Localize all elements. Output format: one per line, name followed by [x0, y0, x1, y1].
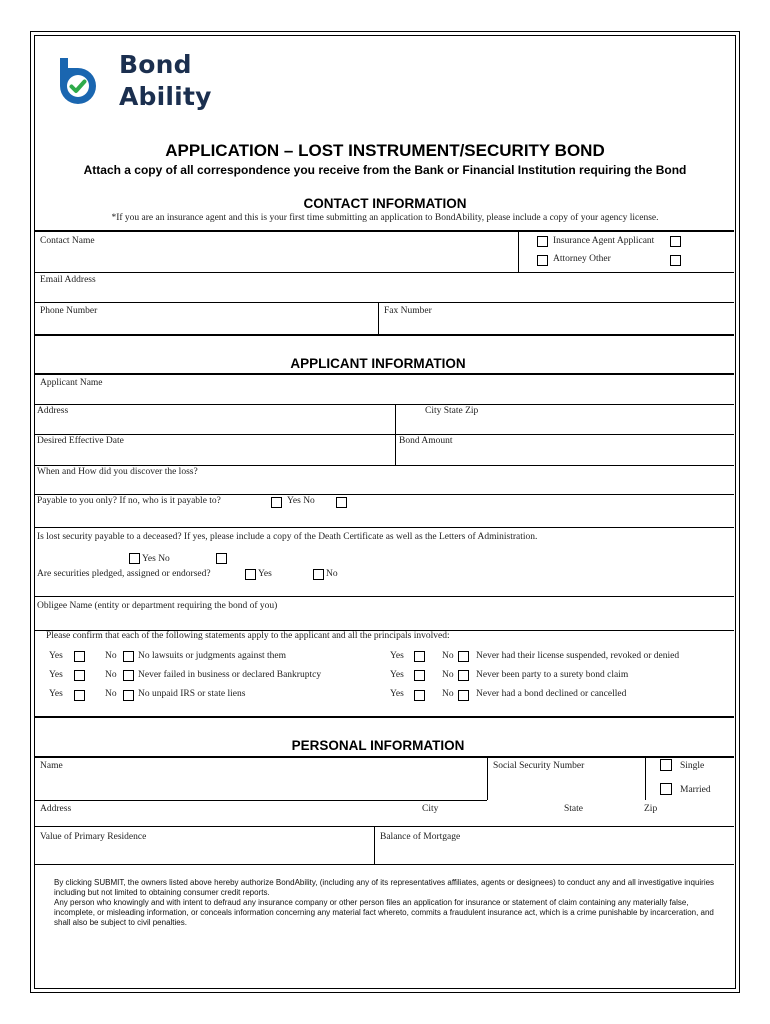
single-checkbox[interactable]	[660, 759, 672, 771]
payable-yesno-label: Yes No	[287, 496, 315, 506]
single-label: Single	[680, 761, 705, 771]
yes-label: Yes	[49, 651, 63, 661]
personal-address-field[interactable]: Address	[40, 804, 72, 814]
statement-text: No unpaid IRS or state liens	[138, 689, 246, 699]
mortgage-balance-field[interactable]: Balance of Mortgage	[380, 832, 461, 842]
personal-zip-field[interactable]: Zip	[644, 804, 658, 814]
statement-3-yes-checkbox[interactable]	[74, 690, 85, 701]
divider	[34, 272, 734, 273]
city-state-zip-field[interactable]: City State Zip	[425, 406, 479, 416]
statement-5-no-checkbox[interactable]	[458, 670, 469, 681]
phone-field[interactable]: Phone Number	[40, 306, 98, 316]
divider	[34, 373, 734, 375]
statement-text: No lawsuits or judgments against them	[138, 651, 287, 661]
divider	[34, 596, 734, 597]
obligee-name-field[interactable]: Obligee Name (entity or department requiring the bond of you)	[37, 601, 278, 611]
no-label: No	[442, 651, 454, 661]
email-field[interactable]: Email Address	[40, 275, 96, 285]
statement-6-no-checkbox[interactable]	[458, 690, 469, 701]
married-label: Married	[680, 785, 711, 795]
pledged-yes-label: Yes	[258, 569, 272, 579]
divider	[34, 404, 734, 405]
no-label: No	[105, 670, 117, 680]
applicant-section-title: APPLICANT INFORMATION	[290, 356, 466, 371]
statement-2-no-checkbox[interactable]	[123, 670, 134, 681]
inner-border	[34, 35, 736, 989]
personal-city-field[interactable]: City	[422, 804, 439, 814]
deceased-no-checkbox[interactable]	[216, 553, 227, 564]
statement-1-no-checkbox[interactable]	[123, 651, 134, 662]
other-checkbox[interactable]	[670, 255, 681, 266]
statement-4-no-checkbox[interactable]	[458, 651, 469, 662]
statement-text: Never failed in business or declared Bankruptcy	[138, 670, 322, 680]
deceased-yes-checkbox[interactable]	[129, 553, 140, 564]
divider	[374, 826, 375, 864]
no-label: No	[442, 670, 454, 680]
yes-label: Yes	[390, 651, 404, 661]
residence-value-field[interactable]: Value of Primary Residence	[40, 832, 147, 842]
yes-label: Yes	[390, 689, 404, 699]
deceased-question: Is lost security payable to a deceased? If yes, please include a copy of the Death Certificate as well as the Letters of Administration.	[37, 532, 538, 542]
divider	[487, 757, 488, 800]
effective-date-field[interactable]: Desired Effective Date	[37, 436, 124, 446]
bond-amount-field[interactable]: Bond Amount	[399, 436, 453, 446]
statement-text: Never had their license suspended, revoked or denied	[476, 651, 680, 661]
statement-4-yes-checkbox[interactable]	[414, 651, 425, 662]
divider	[518, 232, 519, 272]
logo-text-bond: Bond	[119, 50, 192, 79]
divider	[34, 800, 487, 801]
divider	[34, 864, 734, 865]
pledged-no-checkbox[interactable]	[313, 569, 324, 580]
bondability-logo-icon	[50, 52, 106, 108]
attorney-checkbox[interactable]	[537, 255, 548, 266]
role-row2-label: Attorney Other	[553, 254, 611, 264]
divider	[378, 302, 379, 334]
pledged-no-label: No	[326, 569, 338, 579]
payable-question[interactable]: Payable to you only? If no, who is it payable to?	[37, 496, 221, 506]
applicant-checkbox[interactable]	[670, 236, 681, 247]
insurance-agent-checkbox[interactable]	[537, 236, 548, 247]
yes-label: Yes	[49, 689, 63, 699]
agent-license-note: *If you are an insurance agent and this is your first time submitting an application to BondAbility, please include a copy of your agency license.	[111, 213, 659, 223]
no-label: No	[105, 651, 117, 661]
deceased-yesno-label: Yes No	[142, 554, 170, 564]
ssn-field[interactable]: Social Security Number	[493, 761, 585, 771]
statement-text: Never been party to a surety bond claim	[476, 670, 629, 680]
divider	[34, 826, 734, 827]
applicant-name-field[interactable]: Applicant Name	[40, 378, 103, 388]
statement-5-yes-checkbox[interactable]	[414, 670, 425, 681]
fraud-warning-text: Any person who knowingly and with intent to defraud any insurance company or other person files an application for insurance or statement of claim containing any materially false, incomplete, or misleading information, or conceals information concerning any material fact whereto, commits a fraudulent insurance act, which is a crime punishable by incarceration, and shall also be subject to civil penalties.	[54, 898, 714, 927]
divider	[34, 494, 734, 495]
divider	[34, 465, 734, 466]
divider	[34, 527, 734, 528]
yes-label: Yes	[390, 670, 404, 680]
pledged-question: Are securities pledged, assigned or endorsed?	[37, 569, 211, 579]
contact-name-field[interactable]: Contact Name	[40, 236, 95, 246]
role-row1-label: Insurance Agent Applicant	[553, 236, 655, 246]
fax-field[interactable]: Fax Number	[384, 306, 432, 316]
confirm-intro: Please confirm that each of the following statements apply to the applicant and all the principals involved:	[46, 631, 450, 641]
divider	[34, 302, 734, 303]
divider	[34, 716, 734, 718]
married-checkbox[interactable]	[660, 783, 672, 795]
page-subtitle: Attach a copy of all correspondence you receive from the Bank or Financial Institution requiring the Bond	[83, 163, 687, 177]
pledged-yes-checkbox[interactable]	[245, 569, 256, 580]
statement-2-yes-checkbox[interactable]	[74, 670, 85, 681]
personal-state-field[interactable]: State	[564, 804, 583, 814]
no-label: No	[105, 689, 117, 699]
payable-yes-checkbox[interactable]	[271, 497, 282, 508]
divider	[34, 756, 734, 758]
divider	[34, 434, 734, 435]
payable-no-checkbox[interactable]	[336, 497, 347, 508]
statement-1-yes-checkbox[interactable]	[74, 651, 85, 662]
statement-text: Never had a bond declined or cancelled	[476, 689, 627, 699]
applicant-address-field[interactable]: Address	[37, 406, 69, 416]
no-label: No	[442, 689, 454, 699]
divider	[395, 404, 396, 466]
personal-section-title: PERSONAL INFORMATION	[291, 738, 465, 753]
divider	[645, 757, 646, 800]
statement-6-yes-checkbox[interactable]	[414, 690, 425, 701]
divider	[34, 334, 734, 336]
yes-label: Yes	[49, 670, 63, 680]
statement-3-no-checkbox[interactable]	[123, 690, 134, 701]
loss-discovery-field[interactable]: When and How did you discover the loss?	[37, 467, 198, 477]
logo-text-ability: Ability	[119, 82, 212, 111]
page-title: APPLICATION – LOST INSTRUMENT/SECURITY BOND	[165, 141, 605, 160]
disclaimer	[54, 878, 722, 928]
divider	[34, 230, 734, 232]
personal-name-field[interactable]: Name	[40, 761, 63, 771]
contact-section-title: CONTACT INFORMATION	[303, 196, 467, 211]
authorization-text: By clicking SUBMIT, the owners listed above hereby authorize BondAbility, (including any of its representatives affiliates, agents or designees) to conduct any and all investigative inquiries including but not limited to obtaining consumer credit reports.	[54, 878, 715, 897]
